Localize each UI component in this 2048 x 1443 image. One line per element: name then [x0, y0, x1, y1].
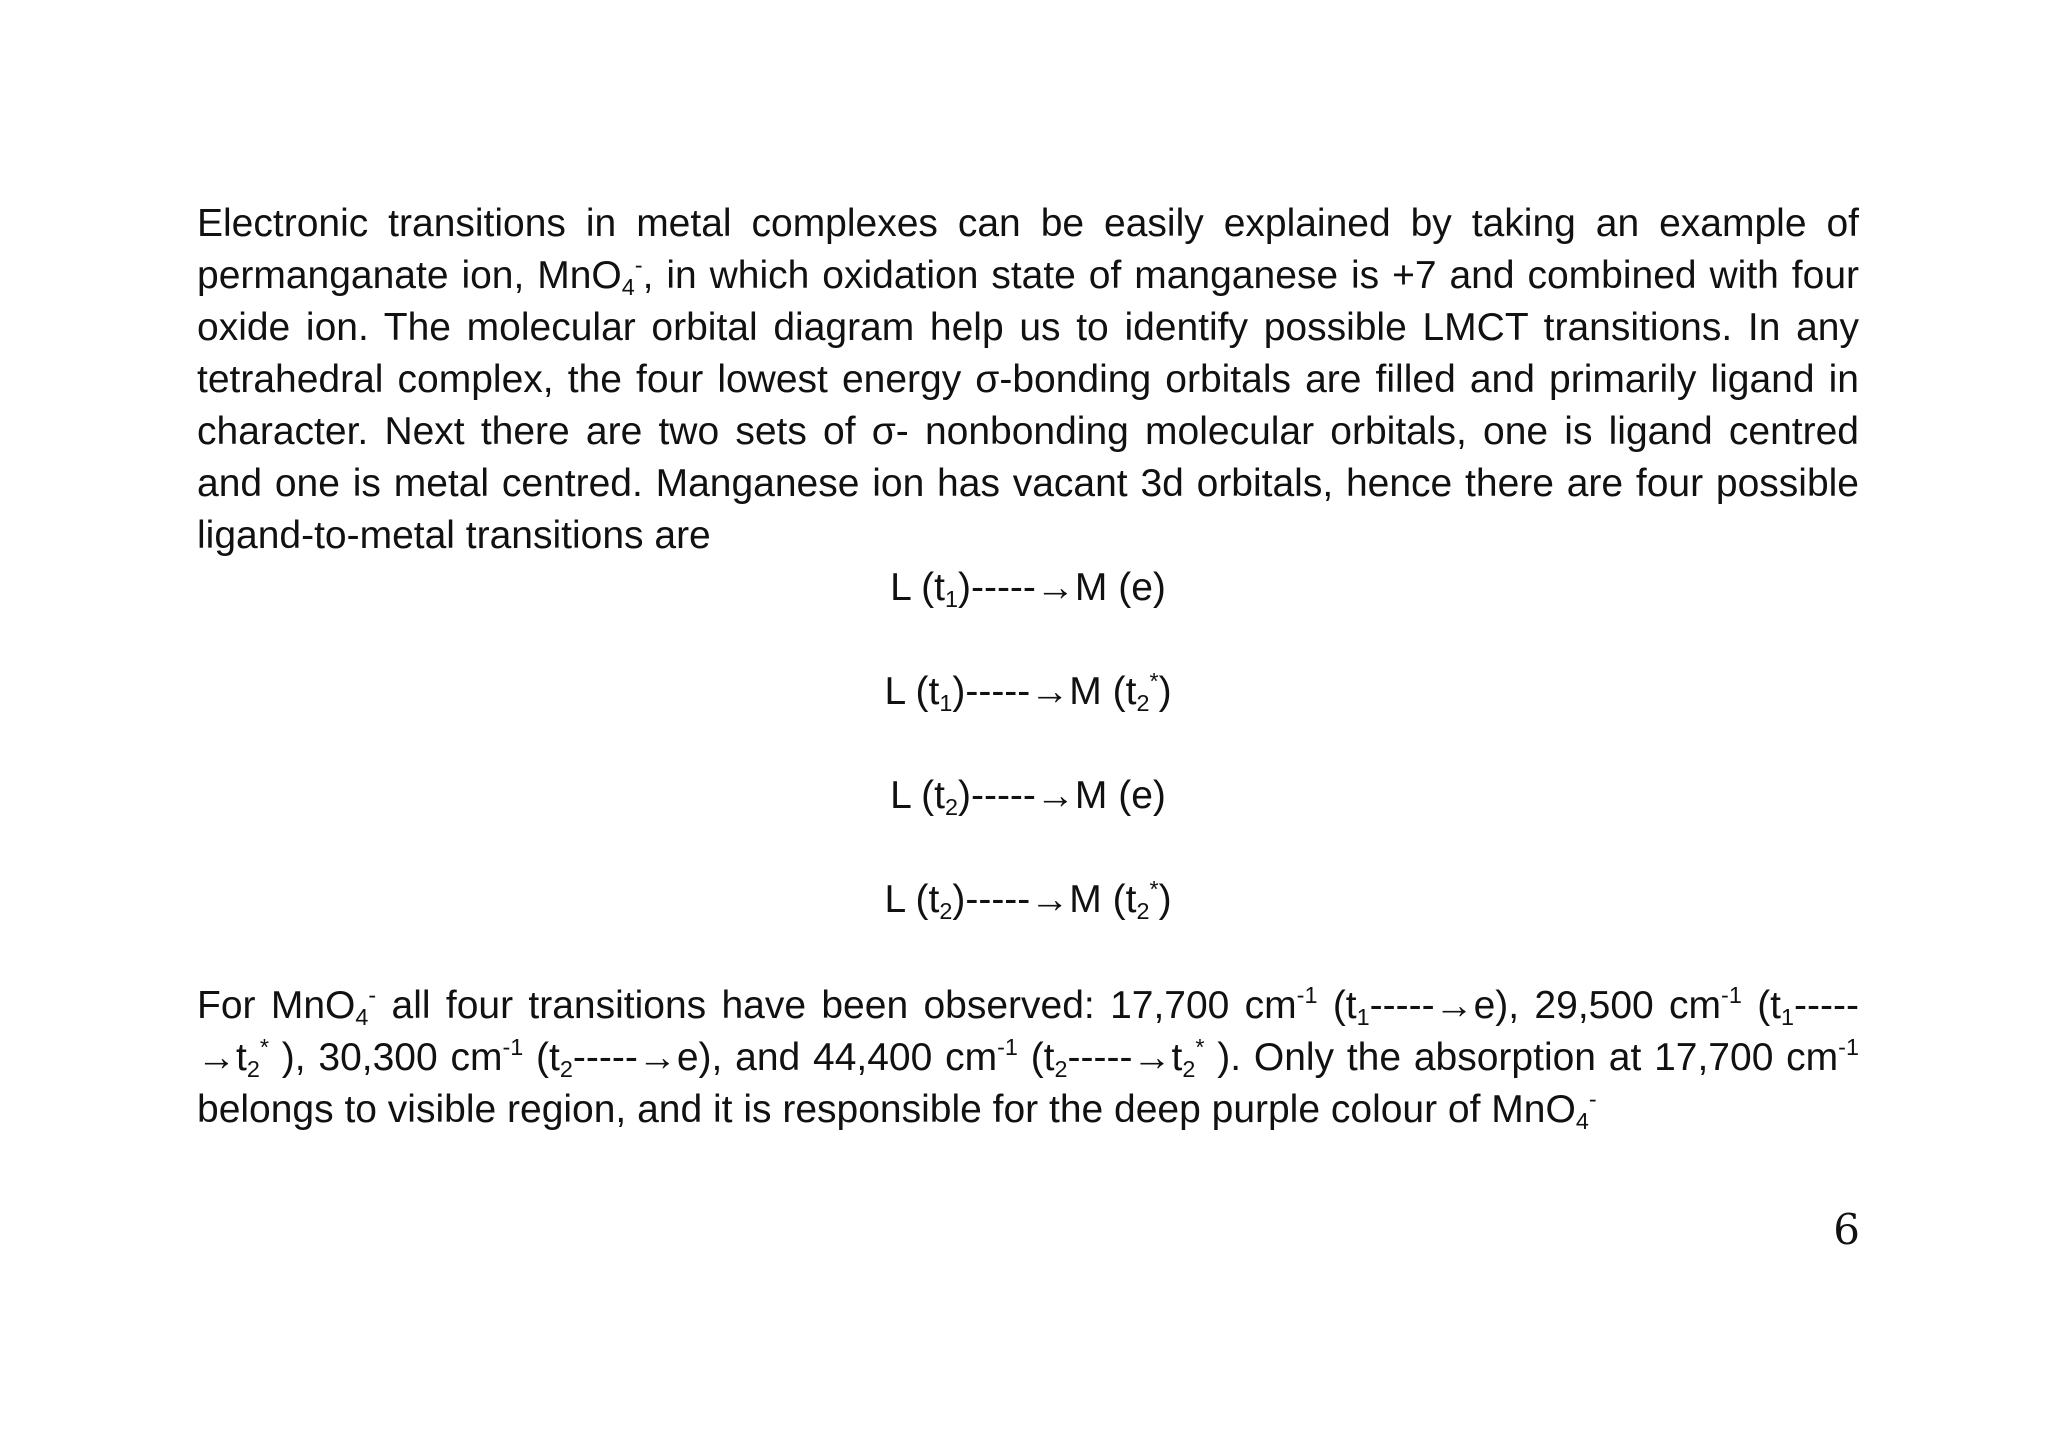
text: (t	[1017, 1036, 1055, 1079]
subscript: 2	[246, 1056, 260, 1083]
superscript: -	[368, 981, 377, 1008]
text: belongs to visible region, and it is responsible for the deep purple colour of MnO	[197, 1088, 1576, 1131]
transition-item	[197, 770, 1859, 874]
intro-paragraph	[197, 198, 1859, 562]
text: )	[1152, 566, 1166, 609]
text: all four transitions have been observed: 17,700 cm	[376, 984, 1297, 1027]
text: e	[1131, 566, 1153, 609]
text: L (t	[890, 566, 945, 609]
text: )	[1152, 774, 1166, 817]
text: )	[1158, 670, 1172, 713]
text: ), 30,300 cm	[268, 1036, 503, 1079]
text: (t	[1317, 984, 1357, 1027]
subscript: 4	[621, 274, 635, 301]
text: For MnO	[197, 984, 356, 1027]
superscript: -1	[502, 1033, 524, 1060]
subscript: 2	[1136, 690, 1150, 717]
text: , in which oxidation state of manganese is +7 and combined with four oxide ion. The molecular orbital diagram help us to identify possible LMCT transitions. In any tetrahedral complex, the four lowest energy σ-bonding orbitals are filled and primarily ligand in character. Next there are two sets of σ- nonbonding molecular orbitals, one is ligand centred and one is metal centred. Manganese ion has vacant 3d orbitals, hence there are four possible ligand-to-metal transitions are	[197, 254, 1859, 557]
transition-list	[197, 562, 1859, 978]
subscript: 4	[355, 1004, 369, 1031]
superscript: -1	[1721, 981, 1742, 1008]
superscript: *	[1149, 667, 1159, 694]
superscript: -1	[1838, 1033, 1859, 1060]
text: -----→t	[1067, 1036, 1183, 1079]
subscript: 2	[939, 898, 953, 925]
text: )	[1158, 878, 1172, 921]
superscript: *	[1195, 1033, 1205, 1060]
page-number: 6	[1833, 1205, 1860, 1254]
subscript: 1	[1356, 1004, 1370, 1031]
text: )-----→M (	[952, 670, 1126, 713]
text: -----→t	[197, 984, 1859, 1079]
text: Electronic transitions in metal complexes can be easily explained by taking an example of permanganate ion, MnO	[197, 202, 1859, 297]
text: -----→e), 29,500 cm	[1369, 984, 1722, 1027]
text: L (t	[884, 670, 940, 713]
superscript: *	[259, 1033, 269, 1060]
superscript: -1	[1296, 981, 1318, 1008]
text: )-----→M (	[952, 878, 1126, 921]
subscript: 2	[1182, 1056, 1196, 1083]
subscript: 2	[944, 794, 958, 821]
text: e	[1131, 774, 1153, 817]
text: L (t	[890, 774, 945, 817]
observed-transitions-paragraph	[197, 980, 1859, 1136]
text: )-----→M (	[957, 774, 1132, 817]
subscript: 4	[1575, 1108, 1589, 1135]
text: t	[1125, 878, 1137, 921]
transition-item	[197, 666, 1859, 770]
superscript: -	[634, 251, 643, 278]
transition-item	[197, 874, 1859, 978]
subscript: 2	[1136, 898, 1150, 925]
transition-item	[197, 562, 1859, 666]
text: t	[1125, 670, 1137, 713]
superscript: -	[1588, 1085, 1597, 1112]
subscript: 1	[1781, 1004, 1795, 1031]
text: )-----→M (	[957, 566, 1132, 609]
text: L (t	[884, 878, 940, 921]
subscript: 2	[559, 1056, 573, 1083]
text: -----→e), and 44,400 cm	[572, 1036, 998, 1079]
text: (t	[1741, 984, 1782, 1027]
subscript: 2	[1054, 1056, 1068, 1083]
superscript: *	[1149, 875, 1159, 902]
text: (t	[523, 1036, 560, 1079]
superscript: -1	[997, 1033, 1018, 1060]
subscript: 1	[944, 586, 958, 613]
text: ). Only the absorption at 17,700 cm	[1204, 1036, 1839, 1079]
subscript: 1	[939, 690, 953, 717]
